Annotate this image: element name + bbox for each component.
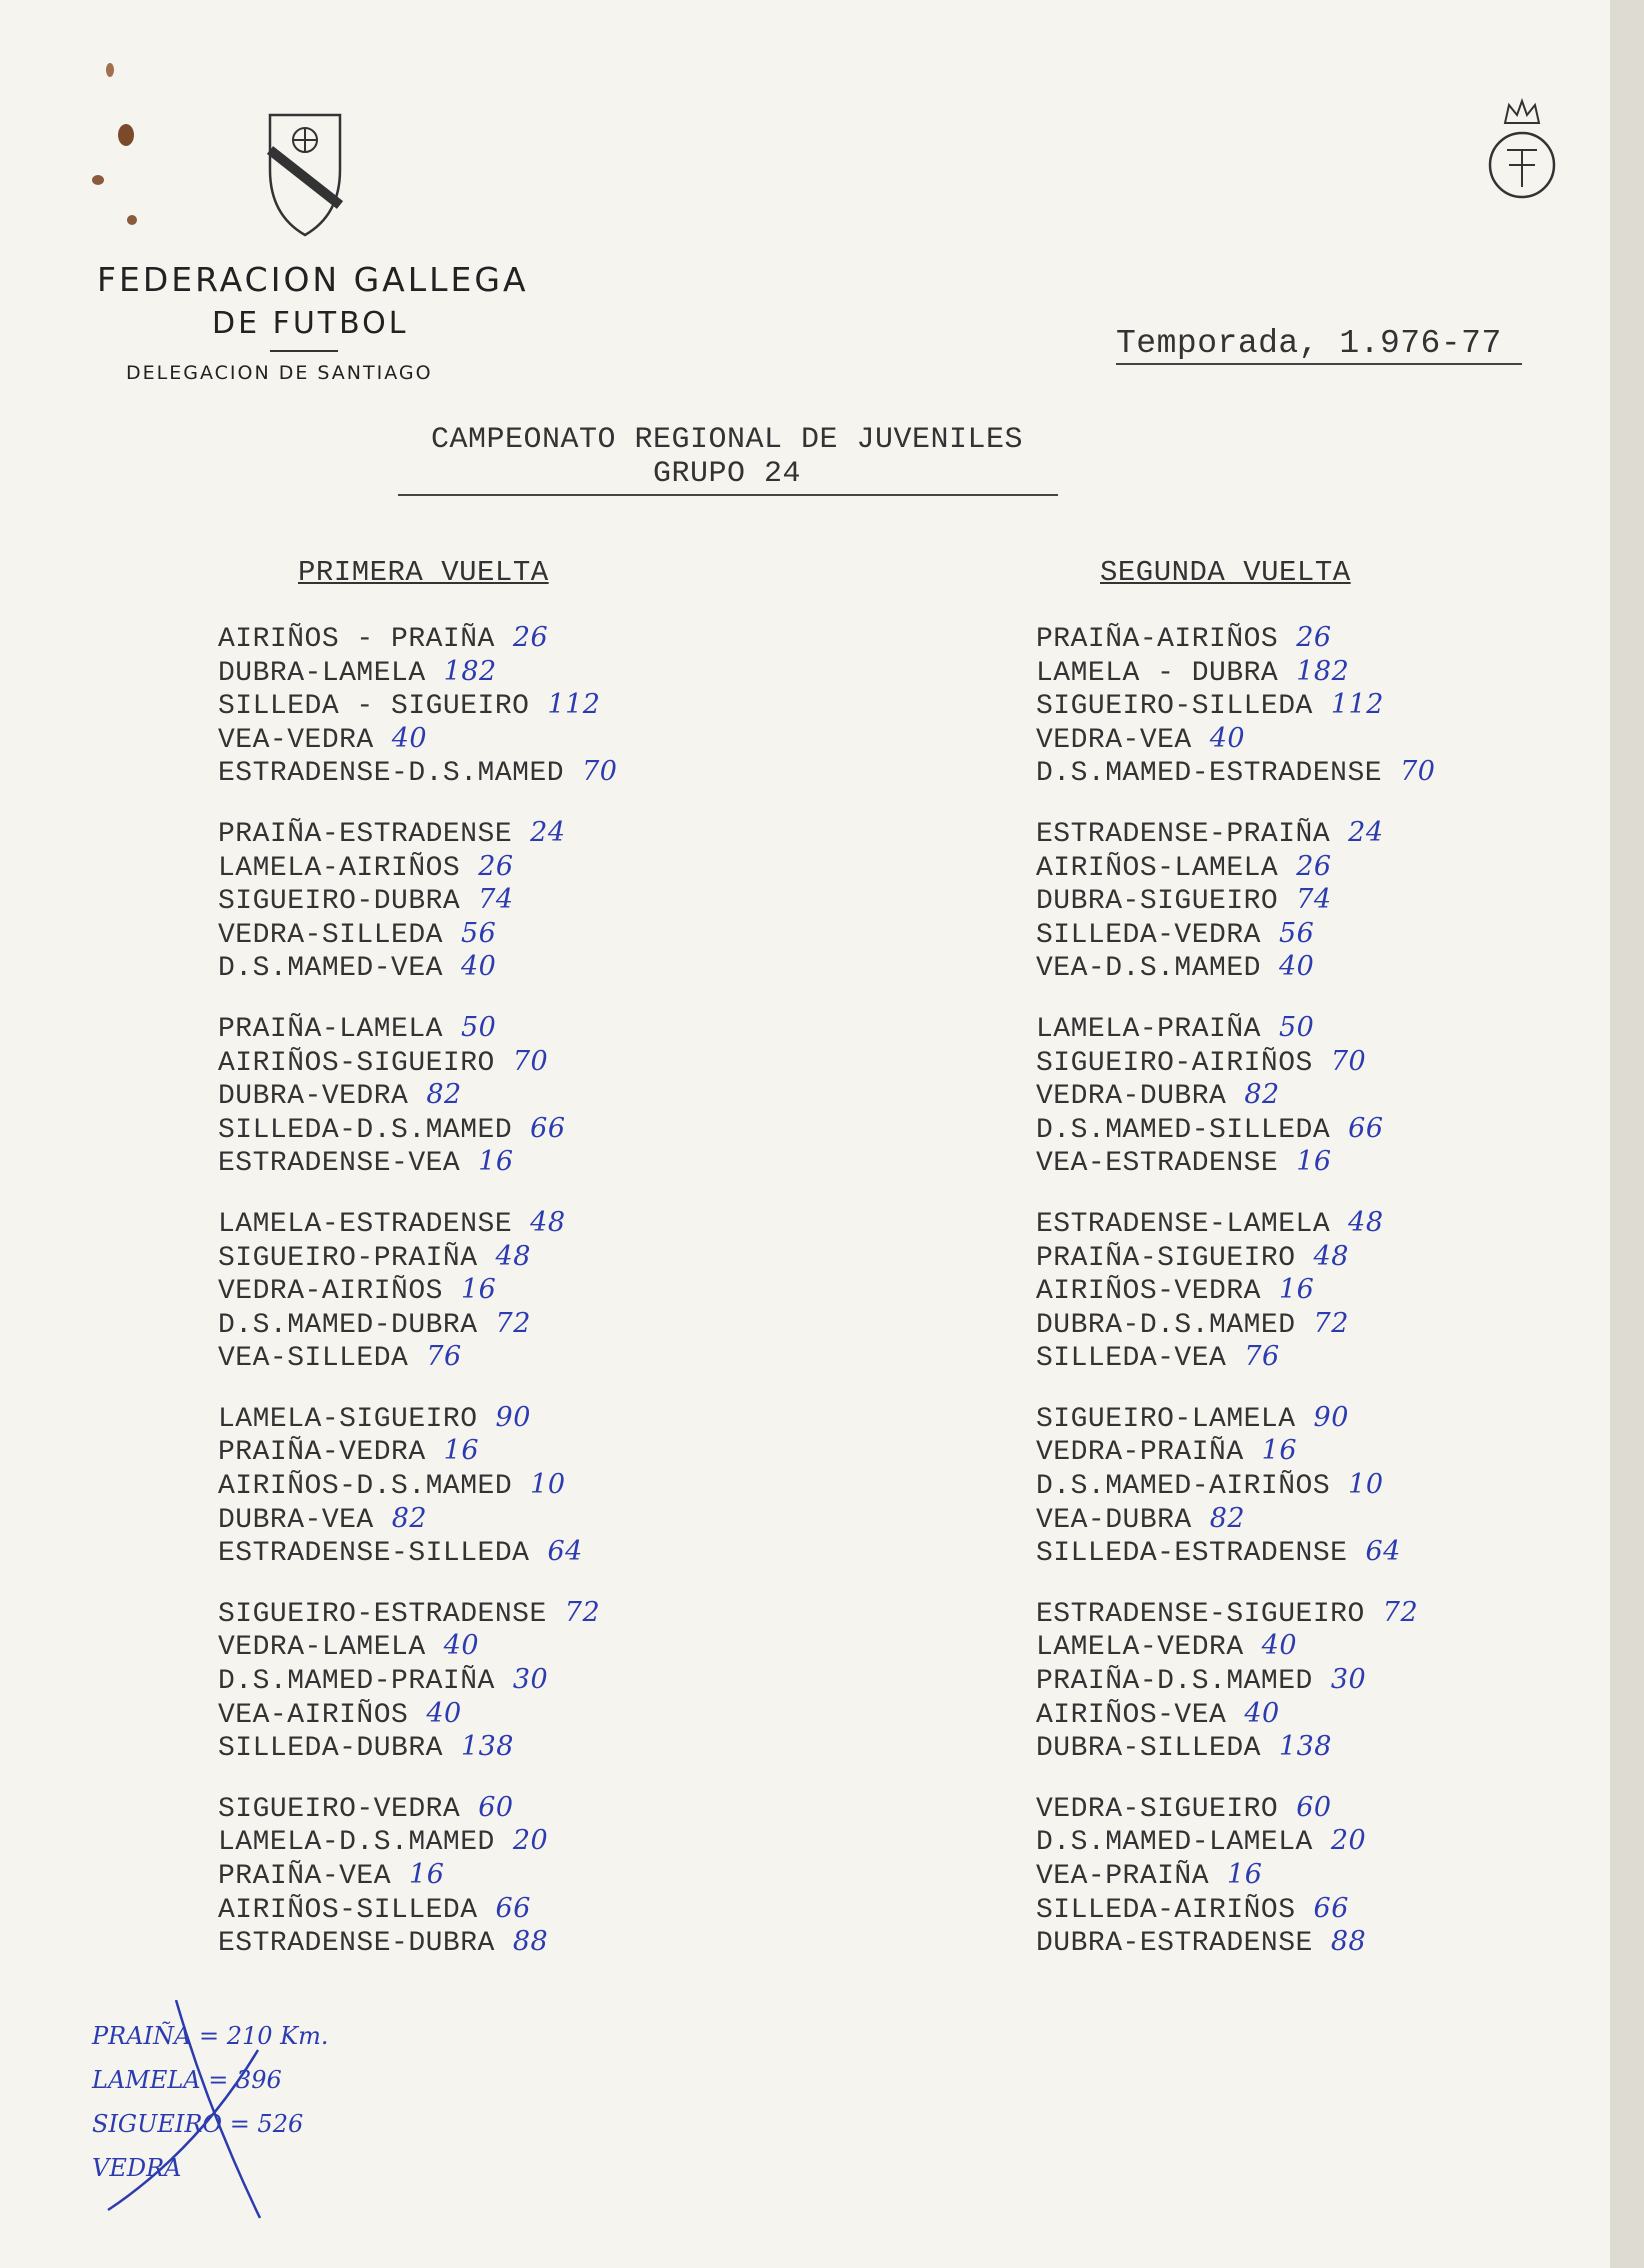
fixture-match: SILLEDA-D.S.MAMED [218, 1114, 513, 1146]
season-underline [1116, 363, 1522, 365]
fixture-distance: 82 [426, 1079, 462, 1111]
title-line-1: CAMPEONATO REGIONAL DE JUVENILES [430, 423, 1024, 457]
fixture-distance: 88 [1330, 1926, 1367, 1958]
fixture-match: VEDRA-VEA [1036, 724, 1192, 756]
federation-crest-logo [265, 110, 345, 240]
fixture-match: SIGUEIRO-SILLEDA [1036, 691, 1313, 723]
fixture-distance: 182 [1296, 655, 1350, 687]
fixture-row [1036, 689, 1435, 723]
fixture-match: SILLEDA-AIRIÑOS [1036, 1894, 1296, 1926]
fixture-distance: 40 [426, 1697, 462, 1729]
fixture-distance: 72 [1382, 1596, 1419, 1628]
fixture-distance: 138 [1278, 1731, 1332, 1763]
fixture-row [218, 1792, 617, 1826]
fixture-match: PRAIÑA-VEA [218, 1861, 392, 1892]
fixture-match: SIGUEIRO-VEDRA [218, 1793, 461, 1825]
fixture-match: AIRIÑOS-LAMELA [1036, 852, 1279, 884]
fixture-row [218, 1893, 617, 1927]
matchday-group-3 [218, 1012, 617, 1180]
fixture-distance: 66 [1313, 1892, 1349, 1924]
fixture-row [218, 1435, 617, 1469]
fixture-match: D.S.MAMED-AIRIÑOS [1036, 1471, 1331, 1503]
fixture-distance: 40 [460, 951, 497, 983]
fixture-distance: 10 [530, 1469, 566, 1501]
fixture-distance: 26 [1296, 622, 1332, 653]
fixture-distance: 16 [460, 1274, 497, 1306]
fixture-row [218, 1630, 617, 1664]
fixture-row [1036, 1274, 1435, 1308]
handwritten-note: LAMELA = 396 [92, 2066, 282, 2094]
fixture-distance: 82 [1209, 1502, 1246, 1534]
fixture-match: AIRIÑOS-SIGUEIRO [218, 1047, 495, 1079]
title-underline [398, 494, 1058, 496]
fixture-row [1036, 1113, 1435, 1147]
fixture-row [1036, 1664, 1435, 1698]
fixture-match: SIGUEIRO-DUBRA [218, 886, 461, 918]
fixture-distance: 48 [530, 1206, 566, 1238]
fixture-distance: 48 [1348, 1206, 1384, 1238]
fixture-match: DUBRA-VEA [218, 1504, 374, 1536]
fixture-distance: 112 [547, 689, 601, 721]
fixture-distance: 24 [530, 816, 566, 848]
federation-name-line2: DE FUTBOL [212, 306, 409, 341]
fixture-match: VEA-AIRIÑOS [218, 1699, 409, 1731]
fixture-row [1036, 1241, 1435, 1275]
matchday-group-7 [1036, 1792, 1435, 1960]
handwritten-note: PRAIÑA = 210 Km. [92, 2022, 329, 2050]
fixture-match: SILLEDA-VEDRA [1036, 919, 1261, 951]
fixture-row [1036, 1402, 1435, 1436]
fixture-match: LAMELA - DUBRA [1036, 657, 1279, 689]
header-divider [270, 350, 338, 352]
season-label: Temporada, 1.976-77 [1116, 325, 1502, 362]
fixture-distance: 24 [1348, 816, 1384, 848]
fixture-row [218, 1664, 617, 1698]
matchday-group-7 [218, 1792, 617, 1960]
fixture-distance: 40 [443, 1630, 479, 1662]
page-edge-shadow [1610, 0, 1644, 2268]
fixture-row [1036, 1503, 1435, 1537]
fixture-row [1036, 723, 1435, 757]
fixture-row [218, 1503, 617, 1537]
fixture-match: DUBRA-D.S.MAMED [1036, 1309, 1296, 1341]
fixture-distance: 82 [1244, 1079, 1280, 1111]
fixture-distance: 70 [1400, 756, 1436, 788]
fixture-match: VEA-ESTRADENSE [1036, 1148, 1279, 1180]
fixture-distance: 50 [460, 1011, 497, 1043]
fixture-row [1036, 1079, 1435, 1113]
fixture-match: SILLEDA-DUBRA [218, 1733, 443, 1765]
document-title [402, 423, 1052, 491]
fixture-match: AIRIÑOS - PRAIÑA [218, 624, 495, 655]
fixture-match: D.S.MAMED-SILLEDA [1036, 1114, 1331, 1146]
fixture-row [218, 1207, 617, 1241]
fixture-distance: 76 [426, 1341, 462, 1373]
fixture-match: AIRIÑOS-VEDRA [1036, 1276, 1261, 1308]
fixture-match: VEA-VEDRA [218, 724, 374, 756]
fixture-distance: 56 [460, 917, 497, 949]
fixture-row [1036, 951, 1435, 985]
fixture-row [1036, 1308, 1435, 1342]
fixture-row [218, 1146, 617, 1180]
fixture-row [1036, 1731, 1435, 1765]
fixture-distance: 70 [1330, 1045, 1367, 1077]
fixture-distance: 60 [1296, 1791, 1332, 1823]
matchday-group-1 [218, 622, 617, 790]
fixture-match: VEA-PRAIÑA [1036, 1861, 1210, 1892]
fixture-match: VEDRA-LAMELA [218, 1632, 426, 1664]
fixture-match: SILLEDA-ESTRADENSE [1036, 1538, 1348, 1570]
fixture-row [218, 851, 617, 885]
fixture-match: D.S.MAMED-VEA [218, 953, 443, 985]
fixture-match: DUBRA-SIGUEIRO [1036, 886, 1279, 918]
handwritten-note: VEDRA [92, 2154, 182, 2182]
fixture-row [1036, 1046, 1435, 1080]
fixture-match: VEA-SILLEDA [218, 1343, 409, 1375]
heading-segunda-vuelta: SEGUNDA VUELTA [1100, 556, 1351, 589]
fixture-row [1036, 1435, 1435, 1469]
fixture-match: ESTRADENSE-SILLEDA [218, 1538, 530, 1570]
fixture-distance: 40 [1261, 1630, 1297, 1662]
fixture-match: LAMELA-ESTRADENSE [218, 1208, 513, 1240]
fixture-match: SIGUEIRO-ESTRADENSE [218, 1598, 547, 1630]
fixture-distance: 16 [1261, 1435, 1297, 1467]
fixture-match: PRAIÑA-D.S.MAMED [1036, 1666, 1313, 1698]
fixture-row [218, 1113, 617, 1147]
fixture-match: PRAIÑA-VEDRA [218, 1437, 426, 1469]
fixture-row [218, 1731, 617, 1765]
fixture-distance: 64 [1365, 1536, 1401, 1568]
fixture-match: ESTRADENSE-SIGUEIRO [1036, 1598, 1365, 1630]
matchday-group-5 [218, 1402, 617, 1570]
fixture-row [218, 1241, 617, 1275]
fixture-match: LAMELA-PRAIÑA [1036, 1013, 1261, 1045]
fixture-row [218, 1926, 617, 1960]
fixture-match: ESTRADENSE-LAMELA [1036, 1208, 1331, 1240]
matchday-group-3 [1036, 1012, 1435, 1180]
fixture-row [1036, 1926, 1435, 1960]
fixture-distance: 40 [1278, 951, 1315, 983]
fixture-match: D.S.MAMED-LAMELA [1036, 1827, 1313, 1859]
fixture-row [218, 1341, 617, 1375]
fixture-row [218, 1079, 617, 1113]
fixture-match: AIRIÑOS-SILLEDA [218, 1894, 478, 1926]
fixture-row [1036, 1341, 1435, 1375]
fixture-row [1036, 1469, 1435, 1503]
fixture-row [1036, 1792, 1435, 1826]
fixture-distance: 26 [478, 850, 514, 882]
fixture-row [218, 1825, 617, 1859]
heading-primera-vuelta: PRIMERA VUELTA [298, 556, 549, 589]
fixture-distance: 76 [1244, 1341, 1280, 1373]
fixture-distance: 88 [512, 1926, 549, 1958]
fixture-row [218, 622, 617, 656]
fixture-distance: 90 [1313, 1401, 1349, 1433]
fixture-row [1036, 1893, 1435, 1927]
fixture-row [1036, 1597, 1435, 1631]
fixture-match: AIRIÑOS-VEA [1036, 1699, 1227, 1731]
fixture-row [1036, 1536, 1435, 1570]
title-line-2: GRUPO 24 [652, 457, 802, 491]
fixture-row [218, 756, 617, 790]
matchday-group-4 [218, 1207, 617, 1375]
fixture-row [218, 1402, 617, 1436]
fixture-match: SIGUEIRO-AIRIÑOS [1036, 1047, 1313, 1079]
fixture-distance: 16 [409, 1859, 445, 1890]
fixture-row [1036, 622, 1435, 656]
fixture-row [218, 689, 617, 723]
fixture-match: SIGUEIRO-LAMELA [1036, 1403, 1296, 1435]
federation-name: FEDERACION GALLEGA [97, 260, 529, 299]
fixture-row [218, 951, 617, 985]
fixture-match: VEA-DUBRA [1036, 1504, 1192, 1536]
fixture-distance: 70 [582, 756, 618, 788]
fixture-distance: 72 [1313, 1307, 1349, 1339]
matchday-group-1 [1036, 622, 1435, 790]
fixture-match: VEDRA-DUBRA [1036, 1081, 1227, 1113]
fixture-row [218, 1536, 617, 1570]
delegation-name: DELEGACION DE SANTIAGO [126, 362, 433, 384]
fixture-distance: 70 [512, 1045, 549, 1077]
fixture-match: LAMELA-SIGUEIRO [218, 1403, 478, 1435]
fixture-distance: 66 [530, 1112, 566, 1144]
fixture-distance: 10 [1348, 1469, 1384, 1501]
fixture-distance: 74 [478, 884, 514, 916]
matchday-group-5 [1036, 1402, 1435, 1570]
fixture-match: PRAIÑA-SIGUEIRO [1036, 1242, 1296, 1274]
fixture-row [1036, 1012, 1435, 1046]
fixture-row [1036, 1698, 1435, 1732]
fixture-distance: 50 [1278, 1011, 1315, 1043]
fixture-row [1036, 1146, 1435, 1180]
fixture-match: DUBRA-SILLEDA [1036, 1733, 1261, 1765]
fixture-match: LAMELA-D.S.MAMED [218, 1827, 495, 1859]
fixtures-primera-vuelta [218, 622, 617, 1987]
fixture-distance: 90 [495, 1401, 531, 1433]
fixture-distance: 182 [443, 655, 497, 687]
matchday-group-6 [218, 1597, 617, 1765]
fixture-distance: 40 [391, 722, 428, 754]
fixture-distance: 138 [460, 1731, 514, 1763]
fixture-distance: 82 [391, 1502, 428, 1534]
fixture-match: ESTRADENSE-VEA [218, 1148, 461, 1180]
fixture-distance: 16 [478, 1146, 514, 1178]
fixture-match: DUBRA-ESTRADENSE [1036, 1928, 1313, 1960]
fixture-row [218, 918, 617, 952]
fixture-distance: 26 [1296, 850, 1332, 882]
fixture-row [218, 1698, 617, 1732]
fixture-match: PRAIÑA-LAMELA [218, 1013, 443, 1045]
fixture-row [218, 1274, 617, 1308]
fixture-row [1036, 1630, 1435, 1664]
fixture-distance: 40 [1244, 1697, 1280, 1729]
fixture-distance: 112 [1330, 689, 1384, 721]
fixture-distance: 60 [478, 1791, 514, 1823]
fixture-match: ESTRADENSE-DUBRA [218, 1928, 495, 1960]
fixture-match: VEDRA-SILLEDA [218, 919, 443, 951]
fixture-distance: 16 [1296, 1146, 1332, 1178]
fixture-match: SILLEDA - SIGUEIRO [218, 691, 530, 723]
fixture-distance: 48 [495, 1240, 531, 1272]
fixture-distance: 16 [443, 1435, 479, 1467]
fixture-row [218, 817, 617, 851]
handwritten-cross-mark [88, 2000, 288, 2230]
fixture-row [218, 723, 617, 757]
fixture-row [1036, 1207, 1435, 1241]
fixture-row [218, 1308, 617, 1342]
fixture-distance: 20 [1330, 1825, 1367, 1857]
fixture-row [1036, 656, 1435, 690]
fixture-match: LAMELA-AIRIÑOS [218, 852, 461, 884]
matchday-group-6 [1036, 1597, 1435, 1765]
fixture-match: VEDRA-SIGUEIRO [1036, 1793, 1279, 1825]
fixture-row [1036, 918, 1435, 952]
fixture-match: VEA-D.S.MAMED [1036, 953, 1261, 985]
fixture-row [218, 1012, 617, 1046]
fixture-row [218, 656, 617, 690]
fixture-distance: 66 [495, 1892, 531, 1924]
fixture-distance: 30 [1330, 1664, 1367, 1696]
handwritten-note: SIGUEIRO = 526 [92, 2110, 304, 2138]
matchday-group-2 [218, 817, 617, 985]
fixture-row [218, 884, 617, 918]
fixture-distance: 72 [564, 1596, 601, 1628]
royal-federation-crest-logo [1487, 95, 1557, 205]
fixture-match: SIGUEIRO-PRAIÑA [218, 1242, 478, 1274]
fixture-row [218, 1597, 617, 1631]
fixture-row [218, 1859, 617, 1893]
fixtures-segunda-vuelta [1036, 622, 1435, 1987]
fixture-row [1036, 1859, 1435, 1893]
fixture-match: ESTRADENSE-PRAIÑA [1036, 818, 1331, 850]
fixture-distance: 48 [1313, 1240, 1349, 1272]
fixture-distance: 64 [547, 1536, 583, 1568]
fixture-row [1036, 817, 1435, 851]
fixture-match: LAMELA-VEDRA [1036, 1632, 1244, 1664]
fixture-row [218, 1046, 617, 1080]
fixture-row [1036, 884, 1435, 918]
fixture-row [218, 1469, 617, 1503]
fixture-match: AIRIÑOS-D.S.MAMED [218, 1471, 513, 1503]
fixture-match: PRAIÑA-AIRIÑOS [1036, 624, 1279, 655]
fixture-distance: 30 [512, 1664, 549, 1696]
fixture-row [1036, 1825, 1435, 1859]
fixture-match: VEDRA-PRAIÑA [1036, 1437, 1244, 1469]
fixture-distance: 74 [1296, 884, 1332, 916]
fixture-row [1036, 756, 1435, 790]
fixture-match: ESTRADENSE-D.S.MAMED [218, 758, 565, 790]
fixture-distance: 26 [512, 622, 549, 653]
fixture-match: VEDRA-AIRIÑOS [218, 1276, 443, 1308]
fixture-distance: 56 [1278, 917, 1315, 949]
fixture-match: DUBRA-LAMELA [218, 657, 426, 689]
fixture-match: D.S.MAMED-PRAIÑA [218, 1666, 495, 1698]
fixture-distance: 16 [1227, 1859, 1263, 1890]
fixture-match: D.S.MAMED-ESTRADENSE [1036, 758, 1383, 790]
fixture-distance: 40 [1209, 722, 1246, 754]
fixture-match: SILLEDA-VEA [1036, 1343, 1227, 1375]
fixture-match: PRAIÑA-ESTRADENSE [218, 818, 513, 850]
matchday-group-2 [1036, 817, 1435, 985]
fixture-distance: 66 [1348, 1112, 1384, 1144]
paper-stain [40, 20, 150, 230]
fixture-distance: 16 [1278, 1274, 1315, 1306]
fixture-match: DUBRA-VEDRA [218, 1081, 409, 1113]
fixture-match: D.S.MAMED-DUBRA [218, 1309, 478, 1341]
fixture-distance: 20 [512, 1825, 549, 1857]
fixture-row [1036, 851, 1435, 885]
matchday-group-4 [1036, 1207, 1435, 1375]
fixture-distance: 72 [495, 1307, 531, 1339]
